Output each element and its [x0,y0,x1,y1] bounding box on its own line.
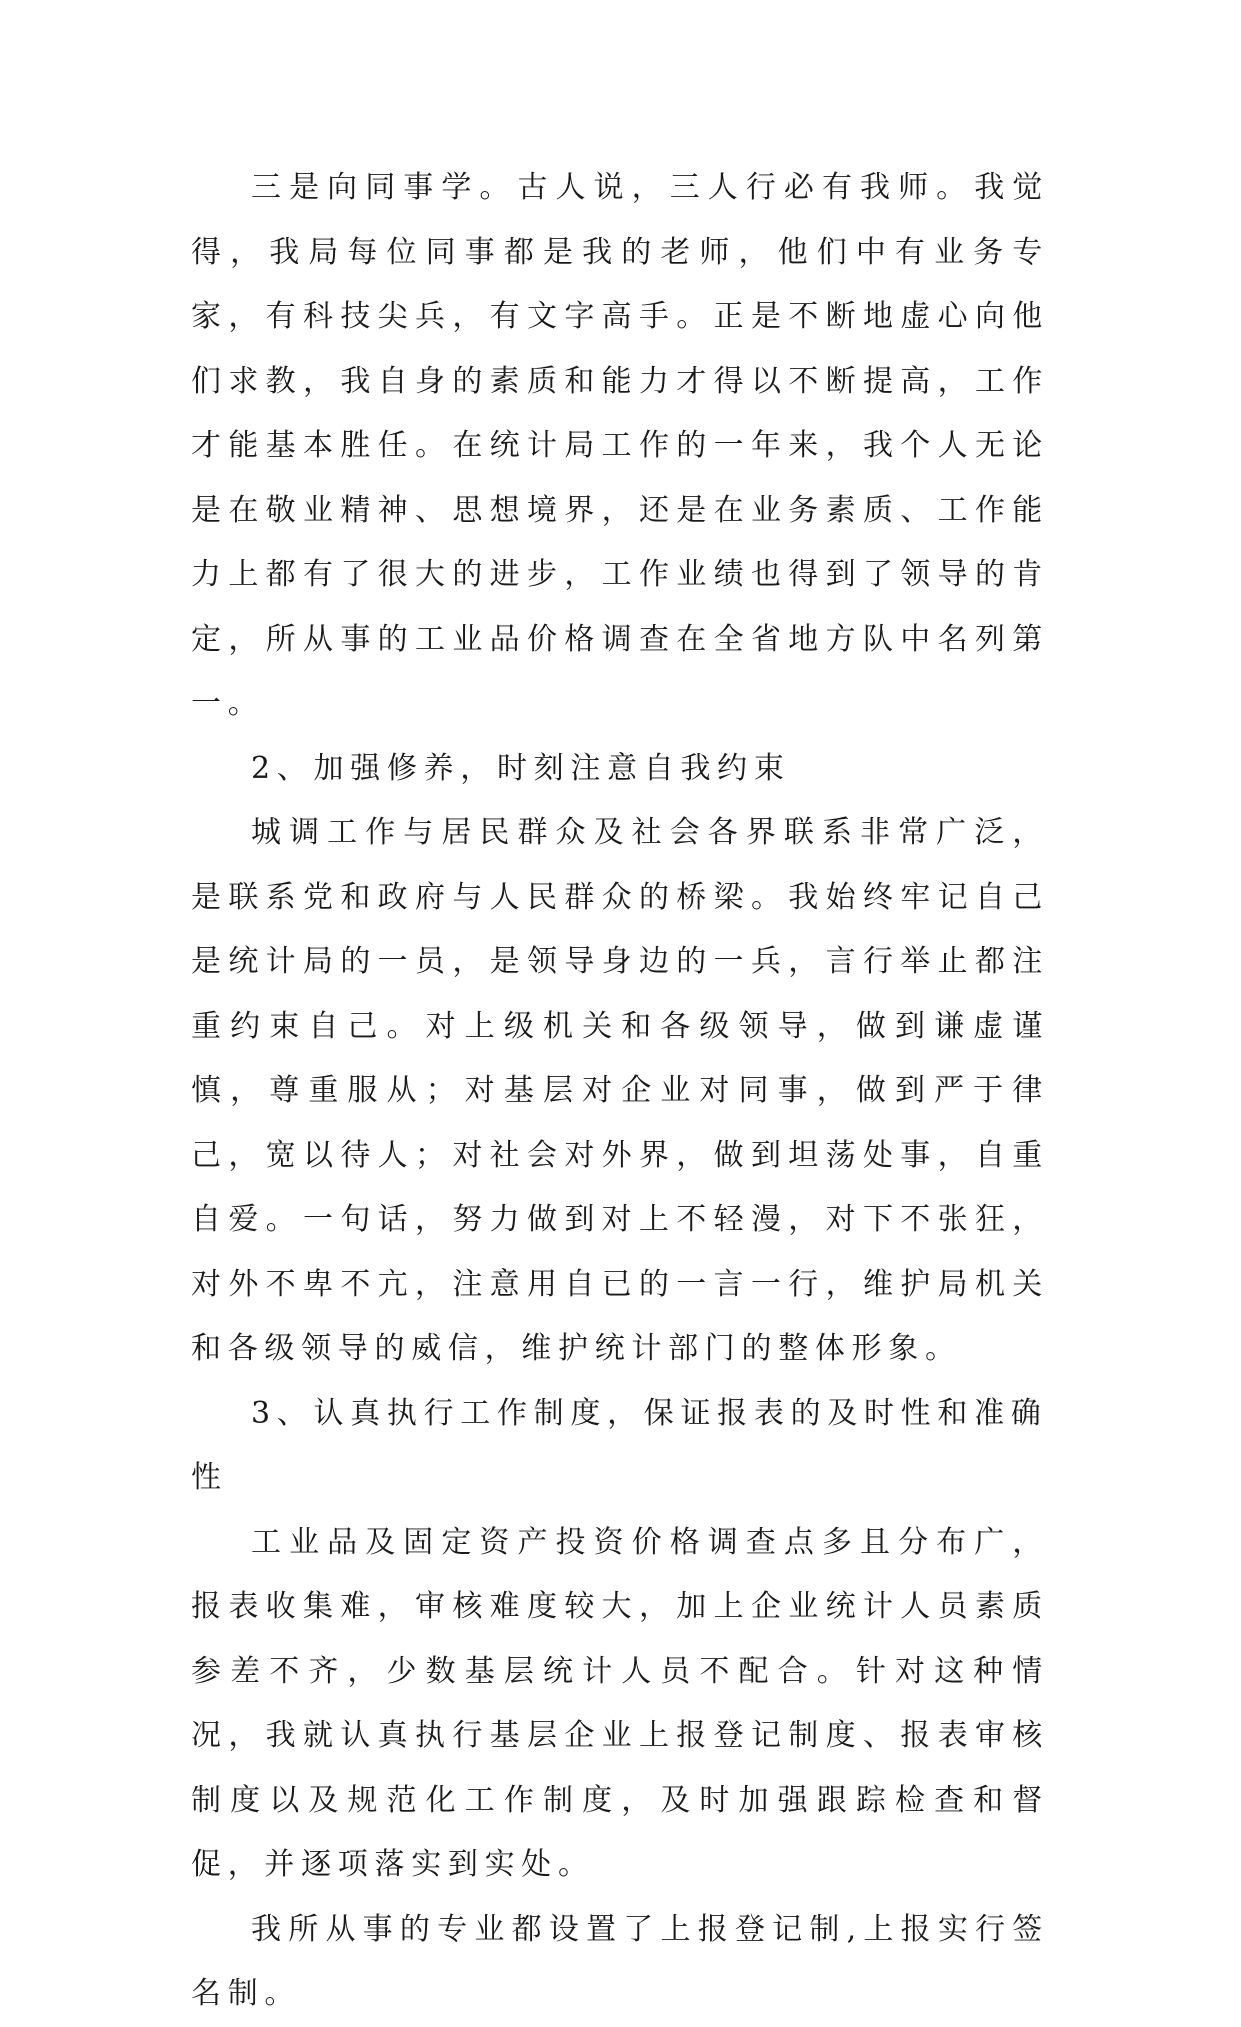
section-heading-work-system: 3、认真执行工作制度，保证报表的及时性和准确性 [191,1395,1048,1495]
document-body [191,156,1049,2027]
paragraph-work-system: 工业品及固定资产投资价格调查点多且分布广，报表收集难，审核难度较大，加上企业统计人员素质参差不齐，少数基层统计人员不配合。针对这种情况，我就认真执行基层企业上报登记制度、报表审核制度以及规范化工作制度，及时加强跟踪检查和督促，并逐项落实到实处。 [191,1524,1049,1882]
paragraph-registration-system: 我所从事的专业都设置了上报登记制,上报实行签名制。 [191,1911,1049,2011]
section-heading-self-discipline: 2、加强修养，时刻注意自我约束 [251,750,791,786]
paragraph-learn-from-colleagues: 三是向同事学。古人说，三人行必有我师。我觉得，我局每位同事都是我的老师，他们中有业务专家，有科技尖兵，有文字高手。正是不断地虚心向他们求教，我自身的素质和能力才得以不断提高，工作才能基本胜任。在统计局工作的一年来，我个人无论是在敬业精神、思想境界，还是在业务素质、工作能力上都有了很大的进步，工作业绩也得到了领导的肯定，所从事的工业品价格调查在全省地方队中名列第一。 [191,170,1049,721]
paragraph-self-discipline: 城调工作与居民群众及社会各界联系非常广泛，是联系党和政府与人民群众的桥梁。我始终牢记自己是统计局的一员，是领导身边的一兵，言行举止都注重约束自己。对上级机关和各级领导，做到谦虚谨慎，尊重服从；对基层对企业对同事，做到严于律己，宽以待人；对社会对外界，做到坦荡处事，自重自爱。一句话，努力做到对上不轻漫，对下不张狂，对外不卑不亢，注意用自已的一言一行，维护局机关和各级领导的威信，维护统计部门的整体形象。 [191,815,1049,1366]
